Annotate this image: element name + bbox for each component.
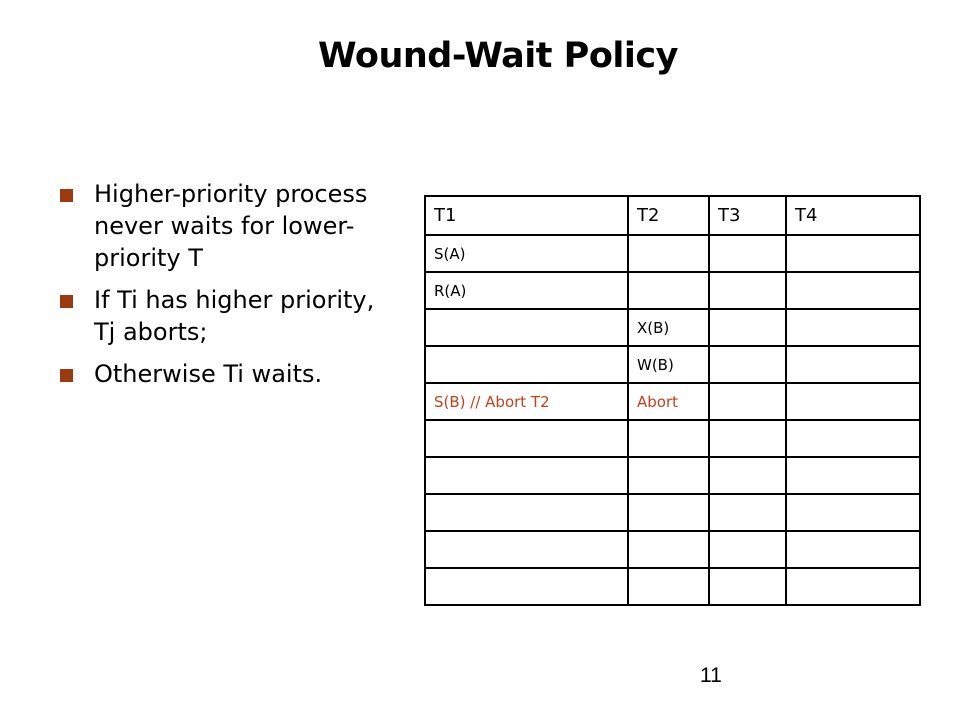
table-cell: [709, 457, 786, 494]
table-cell: Abort: [628, 383, 709, 420]
bullet-item: [60, 178, 380, 274]
table-cell: [709, 420, 786, 457]
table-cell: [709, 272, 786, 309]
table-cell: S(A): [425, 235, 628, 272]
bullet-item: [60, 284, 380, 348]
table-cell: [425, 420, 628, 457]
table-cell: [628, 235, 709, 272]
header-cell-t4: T4: [786, 196, 920, 235]
bullet-text: If Ti has higher priority, Tj aborts;: [94, 286, 375, 346]
page-number: 11: [700, 664, 722, 687]
table-cell: W(B): [628, 346, 709, 383]
table-cell: [786, 272, 920, 309]
table-row: [425, 272, 920, 309]
table-cell: [709, 309, 786, 346]
table-row: [425, 346, 920, 383]
table-cell: [786, 383, 920, 420]
bullet-list: [60, 178, 380, 400]
table-row: [425, 568, 920, 605]
table-cell: X(B): [628, 309, 709, 346]
slide-title: Wound-Wait Policy: [318, 36, 678, 76]
square-bullet-icon: [60, 189, 73, 202]
table-row: [425, 457, 920, 494]
table-cell: [786, 309, 920, 346]
schedule-table: [424, 195, 921, 606]
square-bullet-icon: [60, 295, 73, 308]
table-cell: R(A): [425, 272, 628, 309]
table-cell: S(B) // Abort T2: [425, 383, 628, 420]
table-cell: [786, 531, 920, 568]
bullet-text: Higher-priority process never waits for lower-priority T: [94, 180, 368, 272]
table-row: [425, 494, 920, 531]
header-cell-t3: T3: [709, 196, 786, 235]
square-bullet-icon: [60, 369, 73, 382]
table-cell: [628, 420, 709, 457]
table-cell: [786, 346, 920, 383]
header-cell-t1: T1: [425, 196, 628, 235]
table-row: [425, 235, 920, 272]
table-cell: [628, 494, 709, 531]
table-cell: [786, 494, 920, 531]
table-cell: [425, 494, 628, 531]
table-cell: [709, 531, 786, 568]
table-cell: [709, 494, 786, 531]
table-cell: [628, 457, 709, 494]
table-cell: [425, 346, 628, 383]
table-cell: [786, 457, 920, 494]
table-cell: [786, 420, 920, 457]
table-row: [425, 531, 920, 568]
table-cell: [425, 457, 628, 494]
table-row: [425, 383, 920, 420]
table-cell: [425, 309, 628, 346]
table-row: [425, 420, 920, 457]
table-cell: [709, 383, 786, 420]
table-header-row: [425, 196, 920, 235]
table-cell: [786, 235, 920, 272]
table-cell: [628, 272, 709, 309]
bullet-text: Otherwise Ti waits.: [94, 360, 323, 388]
table-cell: [425, 568, 628, 605]
table-cell: [628, 531, 709, 568]
table-cell: [786, 568, 920, 605]
header-cell-t2: T2: [628, 196, 709, 235]
table-row: [425, 309, 920, 346]
table-cell: [709, 346, 786, 383]
bullet-item: [60, 358, 380, 390]
table-cell: [709, 568, 786, 605]
table-cell: [709, 235, 786, 272]
table-cell: [628, 568, 709, 605]
table-cell: [425, 531, 628, 568]
